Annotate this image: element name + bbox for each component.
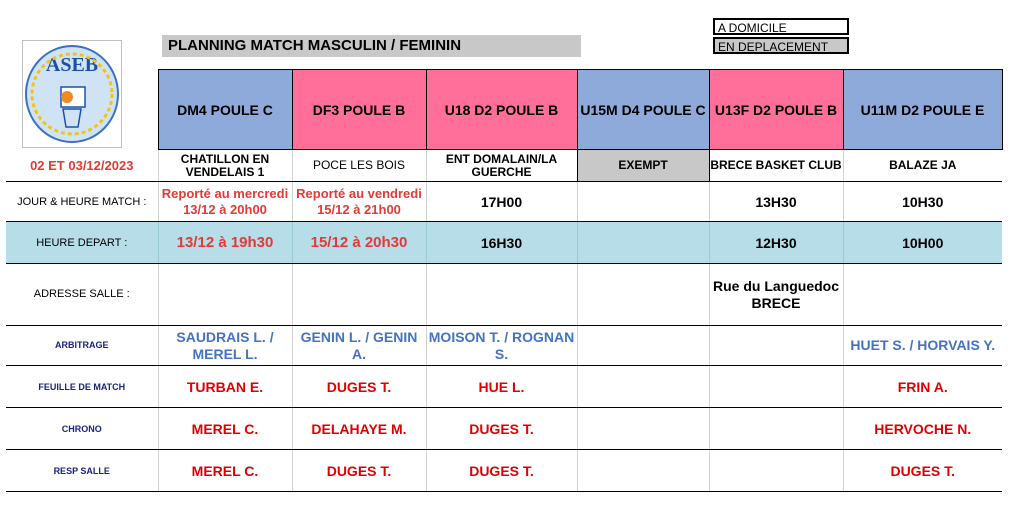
row-label: FEUILLE DE MATCH (6, 366, 158, 408)
scoresheet-cell: FRIN A. (843, 366, 1002, 408)
hall-manager-cell: DUGES T. (426, 450, 577, 492)
departure-cell: 10H00 (843, 222, 1002, 264)
scoresheet-cell (577, 366, 709, 408)
hall-manager-row (6, 450, 1002, 492)
departure-row (6, 222, 1002, 264)
match-time-cell: 13H30 (709, 182, 843, 222)
header-row (6, 70, 1002, 150)
departure-cell: 16H30 (426, 222, 577, 264)
col-header: U13F D2 POULE B (709, 70, 843, 150)
departure-cell (577, 222, 709, 264)
scoresheet-cell (709, 366, 843, 408)
team-cell: BALAZE JA (843, 150, 1002, 182)
team-cell: POCE LES BOIS (292, 150, 426, 182)
team-cell: EXEMPT (577, 150, 709, 182)
col-header: DM4 POULE C (158, 70, 292, 150)
referee-row (6, 326, 1002, 366)
hall-manager-cell: DUGES T. (292, 450, 426, 492)
col-header: U11M D2 POULE E (843, 70, 1002, 150)
address-cell (843, 264, 1002, 326)
match-time-row (6, 182, 1002, 222)
chrono-cell (577, 408, 709, 450)
departure-cell: 12H30 (709, 222, 843, 264)
legend-home: A DOMICILE (713, 18, 849, 35)
hall-manager-cell (577, 450, 709, 492)
hall-manager-cell (709, 450, 843, 492)
team-cell: CHATILLON EN VENDELAIS 1 (158, 150, 292, 182)
scoresheet-cell: TURBAN E. (158, 366, 292, 408)
chrono-cell (709, 408, 843, 450)
departure-cell: 13/12 à 19h30 (158, 222, 292, 264)
address-cell: Rue du Languedoc BRECE (709, 264, 843, 326)
hall-manager-cell: MEREL C. (158, 450, 292, 492)
scoresheet-cell: DUGES T. (292, 366, 426, 408)
match-time-cell: 17H00 (426, 182, 577, 222)
col-header: U15M D4 POULE C (577, 70, 709, 150)
svg-text:ASEB: ASEB (45, 54, 99, 76)
page-title: PLANNING MATCH MASCULIN / FEMININ (162, 35, 581, 57)
match-time-cell: 10H30 (843, 182, 1002, 222)
chrono-cell: MEREL C. (158, 408, 292, 450)
chrono-cell: HERVOCHE N. (843, 408, 1002, 450)
address-cell (426, 264, 577, 326)
referee-cell: MOISON T. / ROGNAN S. (426, 326, 577, 366)
scoresheet-cell: HUE L. (426, 366, 577, 408)
referee-cell: SAUDRAIS L. / MEREL L. (158, 326, 292, 366)
date-label: 02 ET 03/12/2023 (6, 150, 158, 182)
scoresheet-row (6, 366, 1002, 408)
row-label: RESP SALLE (6, 450, 158, 492)
team-cell: ENT DOMALAIN/LA GUERCHE (426, 150, 577, 182)
row-label: CHRONO (6, 408, 158, 450)
referee-cell (709, 326, 843, 366)
referee-cell: GENIN L. / GENIN A. (292, 326, 426, 366)
address-row (6, 264, 1002, 326)
teams-row (6, 150, 1002, 182)
header-spacer (6, 70, 158, 150)
col-header: DF3 POULE B (292, 70, 426, 150)
address-cell (158, 264, 292, 326)
match-time-cell (577, 182, 709, 222)
address-cell (292, 264, 426, 326)
chrono-cell: DUGES T. (426, 408, 577, 450)
legend-away: EN DEPLACEMENT (713, 37, 849, 54)
match-time-cell: Reporté au mercredi 13/12 à 20h00 (158, 182, 292, 222)
match-planning-table (6, 69, 1003, 492)
chrono-cell: DELAHAYE M. (292, 408, 426, 450)
col-header: U18 D2 POULE B (426, 70, 577, 150)
address-cell (577, 264, 709, 326)
chrono-row (6, 408, 1002, 450)
departure-cell: 15/12 à 20h30 (292, 222, 426, 264)
row-label: ARBITRAGE (6, 326, 158, 366)
referee-cell (577, 326, 709, 366)
team-cell: BRECE BASKET CLUB (709, 150, 843, 182)
row-label: HEURE DEPART : (6, 222, 158, 264)
hall-manager-cell: DUGES T. (843, 450, 1002, 492)
row-label: JOUR & HEURE MATCH : (6, 182, 158, 222)
row-label: ADRESSE SALLE : (6, 264, 158, 326)
referee-cell: HUET S. / HORVAIS Y. (843, 326, 1002, 366)
match-time-cell: Reporté au vendredi 15/12 à 21h00 (292, 182, 426, 222)
